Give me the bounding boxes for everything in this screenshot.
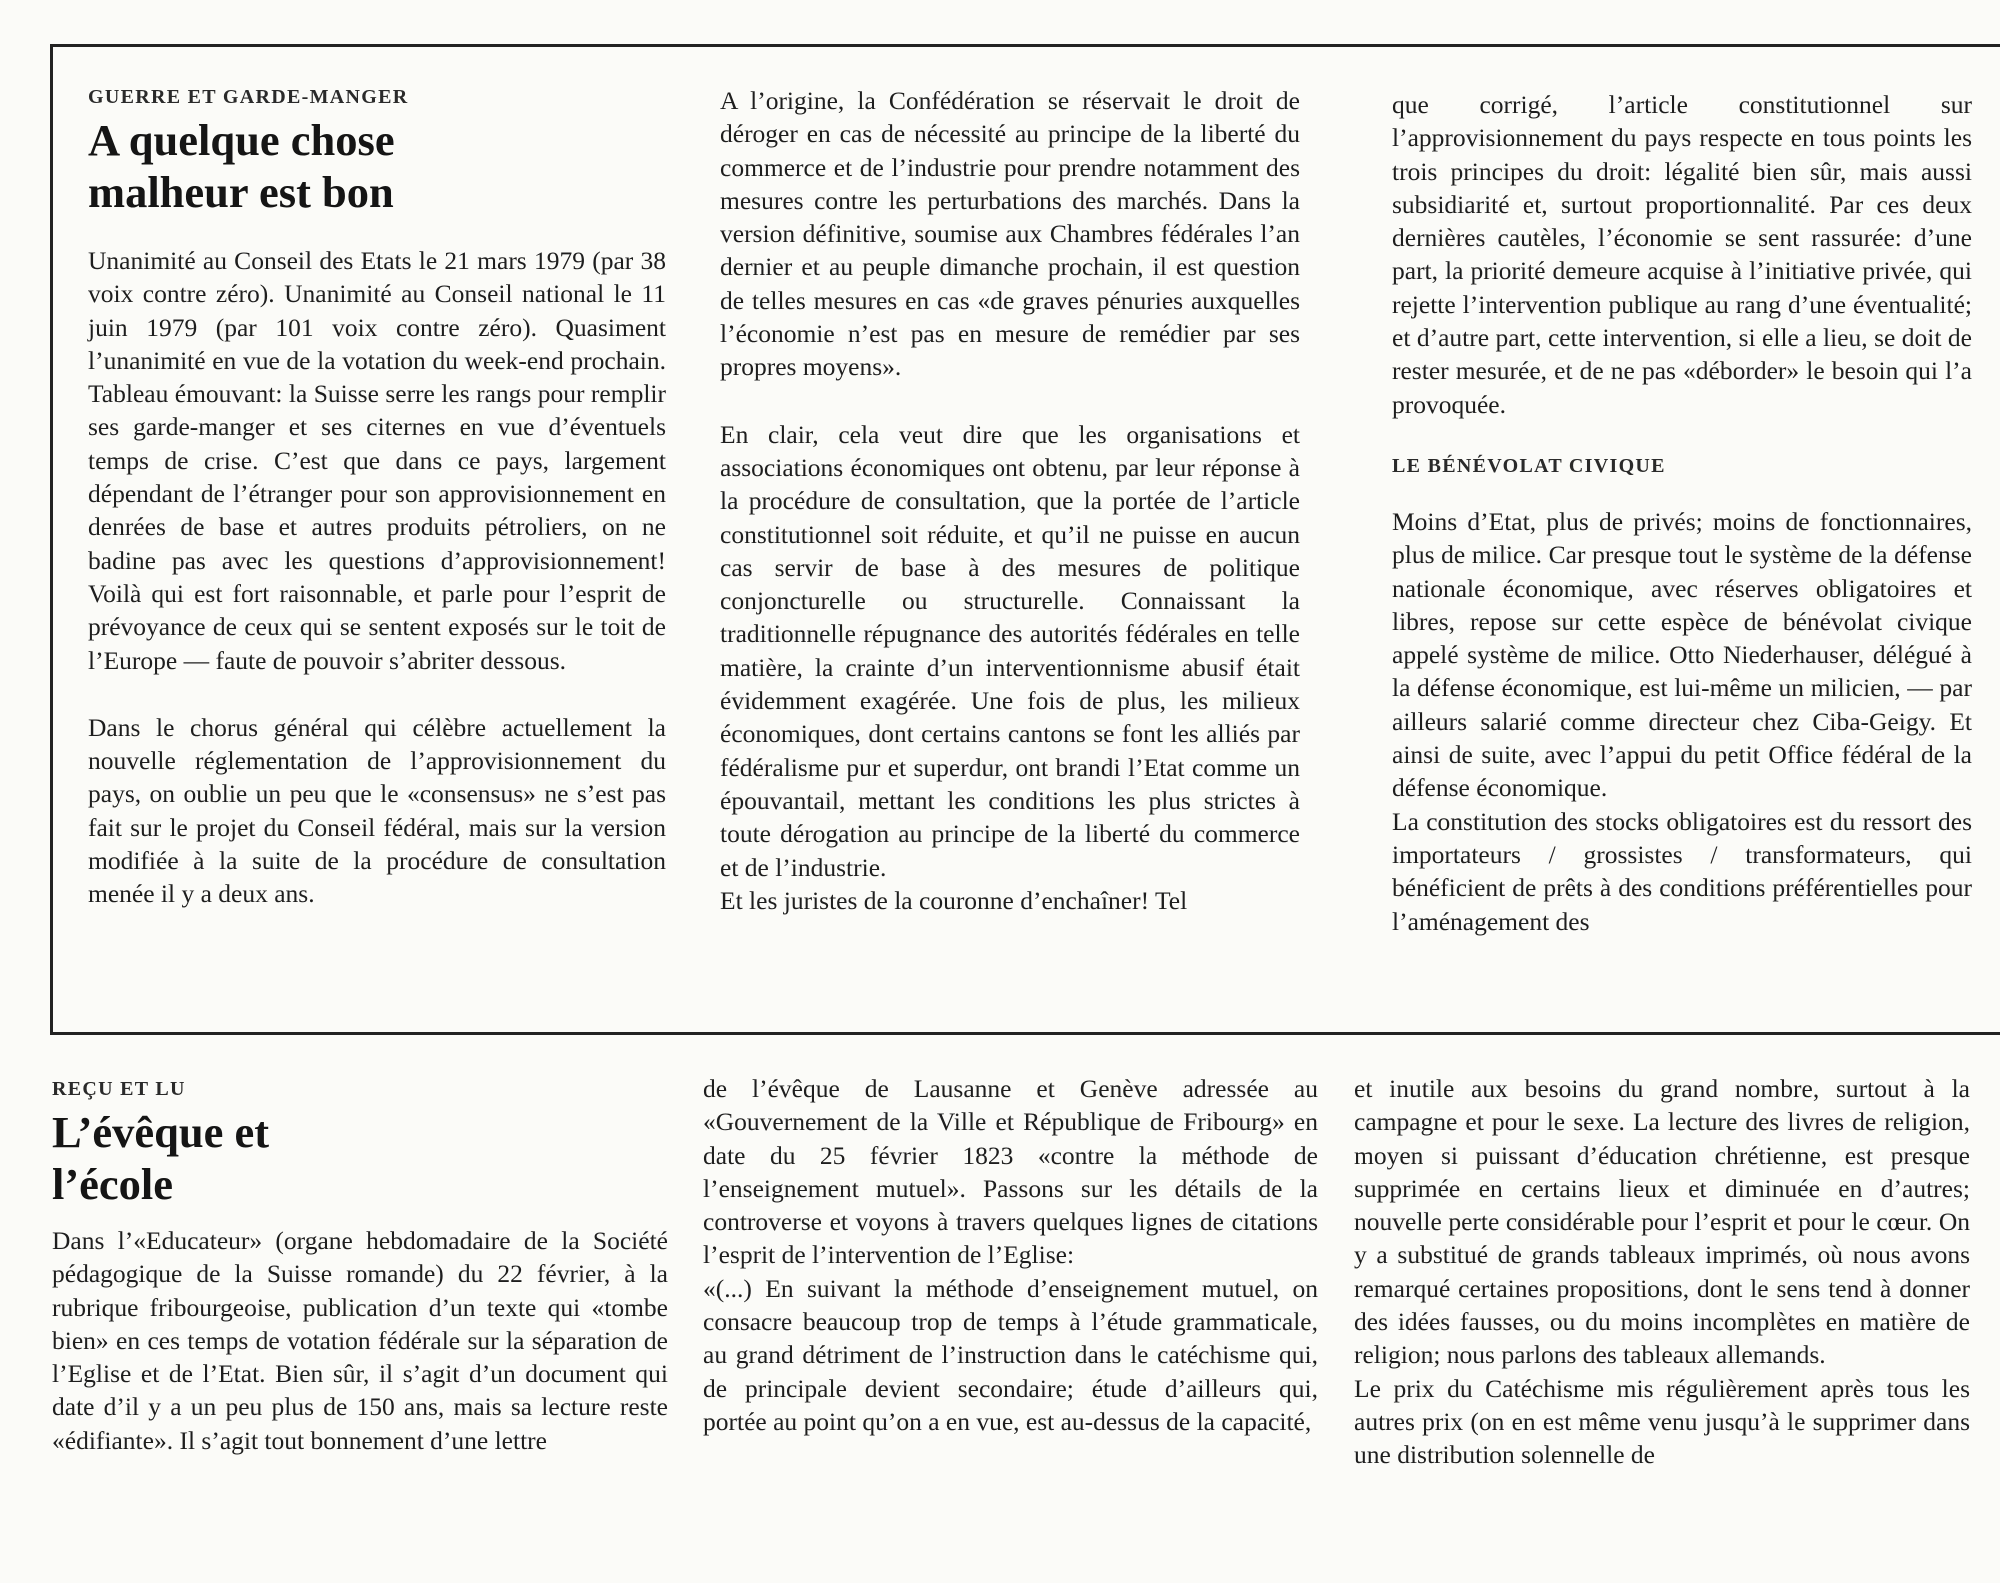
article2-column-2 [703, 1072, 1318, 1438]
article1-subhead: LE BÉNÉVOLAT CIVIQUE [1392, 454, 1666, 477]
article1-paragraph: Dans le chorus général qui célèbre actuellement la nouvelle réglementation de l’approvisionnement du pays, on oublie un peu que le «consensus» ne s’est pas fait sur le projet du Conseil fédéral, mais sur la version modifiée à la suite de la procédure de consultation menée il y a deux ans. [88, 712, 666, 909]
article1-kicker: GUERRE ET GARDE-MANGER [88, 86, 409, 108]
article2-paragraph: Le prix du Catéchisme mis régulièrement après tous les autres prix (on en est même venu jusqu’à le supprimer dans une distribution solennelle de [1354, 1373, 1970, 1470]
article2-kicker: REÇU ET LU [52, 1078, 186, 1100]
article1-paragraph: que corrigé, l’article constitutionnel sur l’approvisionnement du pays respecte en tous points les trois principes du droit: légalité bien sûr, mais aussi subsidiarité et, surtout proportionnalité. Par ces deux dernières cautèles, l’économie se sent rassurée: d’une part, la priorité demeure acquise à l’initiative privée, qui rejette l’intervention publique au rang d’une éventualité; et d’autre part, cette intervention, si elle a lieu, se doit de rester mesurée, et de ne pas «déborder» le besoin qui l’a provoquée. [1392, 90, 1972, 419]
article2-column-1 [52, 1076, 668, 1457]
article1-paragraph: Et les juristes de la couronne d’enchaîner! Tel [720, 885, 1188, 915]
article1-column-1 [88, 84, 666, 911]
article1-paragraph: Moins d’Etat, plus de privés; moins de fonctionnaires, plus de milice. Car presque tout le système de la défense nationale économique, avec réserves obligatoires et libres, repose sur cette espèce de bénévolat civique appelé système de milice. Otto Niederhauser, délégué à la défense économique, est lui-même un milicien, — par ailleurs salarié comme directeur chez Ciba-Geigy. Et ainsi de suite, avec l’appui du petit Office fédéral de la défense économique. [1392, 506, 1972, 803]
article2-headline: L’évêque et l’école [52, 1107, 270, 1209]
article2-paragraph: de l’évêque de Lausanne et Genève adressée au «Gouvernement de la Ville et République de Fribourg» en date du 25 février 1823 «contre la méthode de l’enseignement mutuel». Passons sur les détails de la controverse et voyons à travers quelques lignes de citations l’esprit de l’intervention de l’Eglise: [703, 1074, 1318, 1270]
article2-paragraph: «(...) En suivant la méthode d’enseignement mutuel, on consacre beaucoup trop de temps à l’étude grammaticale, au grand détriment de l’instruction dans le catéchisme qui, de principale devient secondaire; étude d’ailleurs qui, portée au point qu’on a en vue, est au-dessus de la capacité, [703, 1273, 1318, 1436]
article1-paragraph: En clair, cela veut dire que les organisations et associations économiques ont obtenu, par leur réponse à la procédure de consultation, que la portée de l’article constitutionnel soit réduite, et qu’il ne puisse en aucun cas servir de base à des mesures de politique conjoncturelle ou structurelle. Connaissant la traditionnelle répugnance des autorités fédérales en telle matière, la crainte d’un interventionnisme abusif était évidemment exagérée. Une fois de plus, les milieux économiques, dont certains cantons se font les alliés par fédéralisme pur et superdur, ont brandi l’Etat comme un épouvantail, mettant les conditions les plus strictes à toute dérogation au principe de la liberté du commerce et de l’industrie. [720, 419, 1300, 882]
article2-paragraph: Dans l’«Educateur» (organe hebdomadaire de la Société pédagogique de la Suisse romande) du 22 février, à la rubrique fribourgeoise, publication d’un texte qui «tombe bien» en ces temps de votation fédérale sur la séparation de l’Eglise et de l’Etat. Bien sûr, il s’agit d’un document qui date d’il y a un peu plus de 150 ans, mais sa lecture reste «édifiante». Il s’agit tout bonnement d’une lettre [52, 1226, 668, 1455]
article2-column-3 [1354, 1072, 1970, 1472]
article1-paragraph: Unanimité au Conseil des Etats le 21 mars 1979 (par 38 voix contre zéro). Unanimité au Conseil national le 11 juin 1979 (par 101 voix contre zéro). Quasiment l’unanimité en vue de la votation du week-end prochain. Tableau émouvant: la Suisse serre les rangs pour remplir ses garde-manger et ses citernes en vue d’éventuels temps de crise. C’est que dans ce pays, largement dépendant de l’étranger pour son approvisionnement en denrées de base et autres produits pétroliers, on ne badine pas avec les questions d’approvisionnement! Voilà qui est fort raisonnable, et parle pour l’esprit de prévoyance de ceux qui se sentent exposés sur le toit de l’Europe — faute de pouvoir s’abriter dessous. [88, 246, 666, 675]
article1-column-2 [720, 84, 1300, 917]
article1-paragraph: A l’origine, la Confédération se réservait le droit de déroger en cas de nécessité au principe de la liberté du commerce et de l’industrie pour prendre notamment des mesures contre les perturbations des marchés. Dans la version définitive, soumise aux Chambres fédérales l’an dernier et au peuple dimanche prochain, il est question de telles mesures en cas «de graves pénuries auxquelles l’économie n’est pas en mesure de remédier par ses propres moyens». [720, 86, 1300, 382]
article1-headline: A quelque chose malheur est bon [88, 115, 395, 217]
article1-column-3 [1392, 88, 1972, 938]
article1-paragraph: La constitution des stocks obligatoires est du ressort des importateurs / grossistes / transformateurs, qui bénéficient de prêts à des conditions préférentielles pour l’aménagement des [1392, 806, 1972, 936]
article2-paragraph: et inutile aux besoins du grand nombre, surtout à la campagne et pour le sexe. La lecture des livres de religion, moyen si puissant d’éducation chrétienne, est presque supprimée en certains lieux et diminuée en d’autres; nouvelle perte considérable pour l’esprit et pour le cœur. On y a substitué de grands tableaux imprimés, où nous avons remarqué certaines propositions, dont le sens tend à donner des idées fausses, ou du moins incomplètes en matière de religion; nous parlons des tableaux allemands. [1354, 1074, 1970, 1370]
